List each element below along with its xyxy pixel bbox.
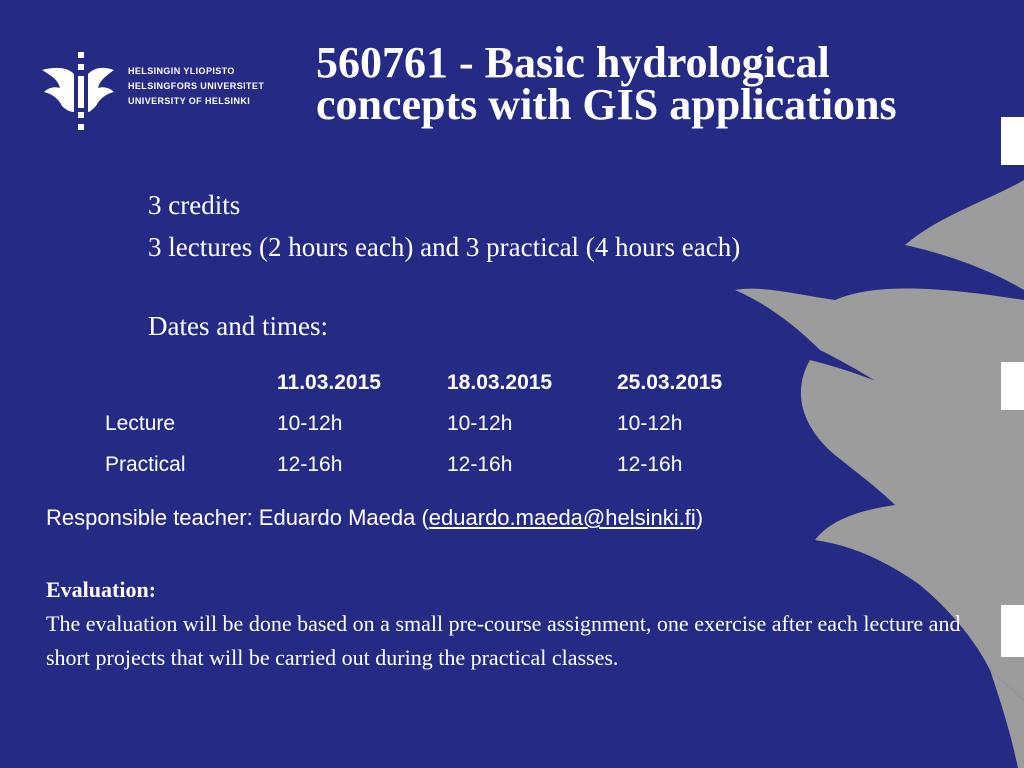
- time-cell: 12-16h: [277, 452, 343, 476]
- university-logo: [38, 50, 288, 140]
- time-cell: 10-12h: [447, 411, 513, 435]
- flame-logo-icon: [38, 50, 118, 140]
- university-name-en: UNIVERSITY OF HELSINKI: [128, 96, 251, 106]
- schedule-table: [105, 362, 767, 485]
- date-header: 11.03.2015: [277, 370, 381, 394]
- evaluation-text: The evaluation will be done based on a small pre-course assignment, one exercise after each lecture and short projects that will be carried out during the practical classes.: [46, 611, 961, 670]
- course-info: [148, 184, 740, 268]
- row-label: Practical: [105, 452, 186, 476]
- schedule-row-practical: [105, 444, 767, 485]
- time-cell: 12-16h: [447, 452, 513, 476]
- date-header: 25.03.2015: [617, 370, 723, 394]
- course-title: 560761 - Basic hydrological concepts with GIS applications: [316, 38, 897, 129]
- schedule-row-lecture: [105, 403, 767, 444]
- teacher-line: [46, 505, 703, 531]
- dates-label: Dates and times:: [148, 311, 328, 341]
- schedule-corner-cell: [105, 362, 277, 403]
- time-cell: 10-12h: [617, 411, 683, 435]
- time-cell: 12-16h: [617, 452, 683, 476]
- evaluation-heading: Evaluation:: [46, 577, 157, 602]
- side-bar-middle: [1001, 362, 1024, 410]
- schedule-header-row: [105, 362, 767, 403]
- time-cell: 10-12h: [277, 411, 343, 435]
- side-bar-bottom: [1001, 605, 1024, 657]
- evaluation-section: [46, 573, 996, 675]
- university-name-sv: HELSINGFORS UNIVERSITET: [128, 81, 265, 91]
- side-bar-top: [1001, 117, 1024, 165]
- university-name: [128, 64, 264, 109]
- university-name-fi: HELSINGIN YLIOPISTO: [128, 66, 235, 76]
- row-label: Lecture: [105, 411, 176, 435]
- sessions-text: 3 lectures (2 hours each) and 3 practical (4 hours each): [148, 232, 741, 262]
- credits-text: 3 credits: [148, 190, 241, 220]
- teacher-suffix: ): [695, 505, 704, 530]
- teacher-prefix: Responsible teacher: Eduardo Maeda (: [46, 505, 429, 530]
- teacher-email-link[interactable]: eduardo.maeda@helsinki.fi: [428, 505, 696, 530]
- date-header: 18.03.2015: [447, 370, 553, 394]
